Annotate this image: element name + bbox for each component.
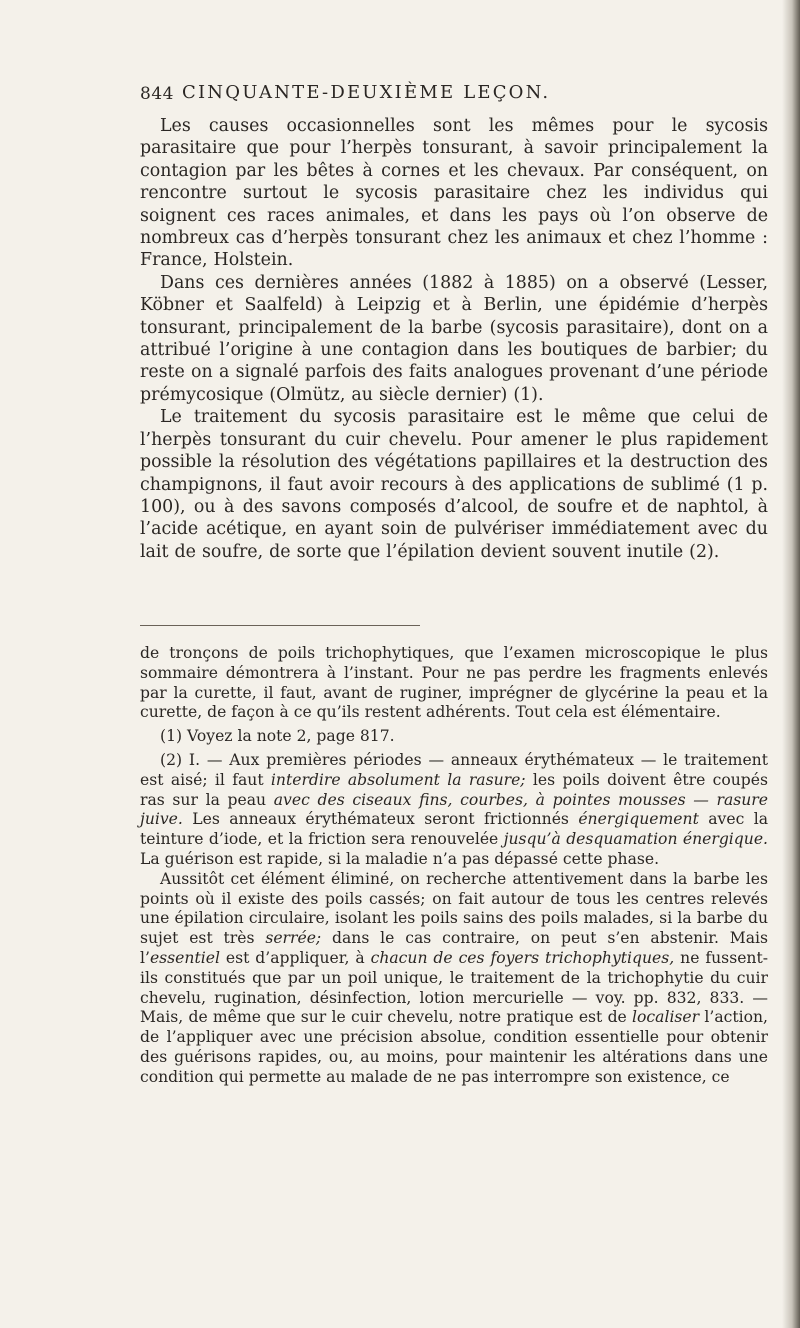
page-number: 844: [140, 84, 174, 104]
paragraph-treatment: Le traitement du sycosis parasitaire est le même que celui de l’herpès tonsurant du cuir chevelu. Pour amener le plus rapidement possible la résolution des végétations papillaires et la destruction des champignons, il faut avoir recours à des applications de sublimé (1 p. 100), ou à des savons composés d’alcool, de soufre et de naphtol, à l’acide acétique, en ayant soin de pulvériser immédiatement avec du lait de soufre, de sorte que l’épilation devient souvent inutile (2).: [140, 407, 768, 562]
footnote-2c-emphasis: localiser: [632, 1008, 700, 1027]
footnotes: [140, 644, 768, 1088]
footnote-2: [140, 751, 768, 870]
chapter-title: CINQUANTE-DEUXIÈME LEÇON.: [182, 82, 551, 103]
footnote-2c-text: ne fussent-ils constitués que par un poil unique, le traitement de la trichophytie du cuir chevelu, rugination, désinfection, lotion mercurielle — voy. pp. 832, 833. — Mais, de même que sur le cuir chevelu, notre pratique est de: [140, 948, 768, 1027]
footnote-2-emphasis: énergiquement: [578, 810, 699, 829]
footnote-2c-text: l’action, de l’appliquer avec une précision absolue, condition essentielle pour obtenir des guérisons rapides, ou, au moins, pour maintenir les altérations dans une condition qui permette au malade de ne pas interrompre son existence, ce: [140, 1008, 768, 1086]
main-text: [140, 115, 768, 563]
footnote-2-emphasis: avec des ciseaux fins, courbes, à pointes mousses — rasure juive.: [140, 790, 768, 829]
footnote-2-text: avec la teinture d’iode, et la friction sera renouvelée: [140, 810, 768, 849]
footnote-2c-emphasis: chacun de ces foyers trichophytiques,: [370, 948, 675, 967]
footnote-2c-text: est d’appliquer, à: [219, 948, 371, 967]
footnote-2c-emphasis: serrée;: [265, 929, 322, 948]
footnote-2-text: Les anneaux érythémateux seront frictionnés: [182, 810, 579, 829]
paragraph-epidemic: Dans ces dernières années (1882 à 1885) on a observé (Lesser, Köbner et Saalfeld) à Leipzig et à Berlin, une épidémie d’herpès tonsurant, principalement de la barbe (sycosis parasitaire), dont on a attribué l’origine à une contagion dans les boutiques de barbier; du reste on a signalé parfois des faits analogues provenant d’une période prémycosique (Olmütz, au siècle dernier) (1).: [140, 272, 768, 405]
paragraph-causes: Les causes occasionnelles sont les mêmes pour le sycosis parasitaire que pour l’herpès tonsurant, à savoir principalement la contagion par les bêtes à cornes et les chevaux. Par conséquent, on rencontre surtout le sycosis parasitaire chez les individus qui soignent ces races animales, et dans les pays où l’on observe de nombreux cas d’herpès tonsurant chez les animaux et chez l’homme : France, Holstein.: [140, 116, 768, 271]
footnote-2-emphasis: jusqu’à desquamation énergique.: [503, 830, 768, 849]
page-edge-shadow: [782, 0, 800, 1328]
footnote-2c-emphasis: essentiel: [149, 948, 220, 967]
footnote-2-text: les poils doivent être coupés ras sur la peau: [140, 770, 769, 809]
footnote-2-continued: [140, 870, 768, 1088]
running-head: [140, 78, 780, 108]
footnote-continuation: de tronçons de poils trichophytiques, que l’examen microscopique le plus sommaire démontrera à l’instant. Pour ne pas perdre les fragments enlevés par la curette, il faut, avant de ruginer, imprégner de glycérine la peau et la curette, de façon à ce qu’ils restent adhérents. Tout cela est élémentaire.: [140, 644, 768, 722]
footnote-2c-text: Aussitôt cet élément éliminé, on recherche attentivement dans la barbe les points où il existe des poils cassés; on fait autour de tous les centres relevés une épilation circulaire, isolant les poils sains des poils malades, si la barbe du sujet est très: [140, 869, 768, 948]
footnote-rule: [140, 625, 420, 626]
footnote-2-emphasis: interdire absolument la rasure;: [270, 770, 526, 789]
footnote-2-text: (2) I. — Aux premières périodes — anneaux érythémateux — le traitement est aisé; il faut: [140, 750, 768, 789]
footnote-2c-text: dans le cas contraire, on peut s’en abstenir. Mais l’: [140, 929, 768, 967]
footnote-1: (1) Voyez la note 2, page 817.: [160, 727, 395, 746]
footnote-2-text: La guérison est rapide, si la maladie n’a pas dépassé cette phase.: [140, 849, 660, 868]
